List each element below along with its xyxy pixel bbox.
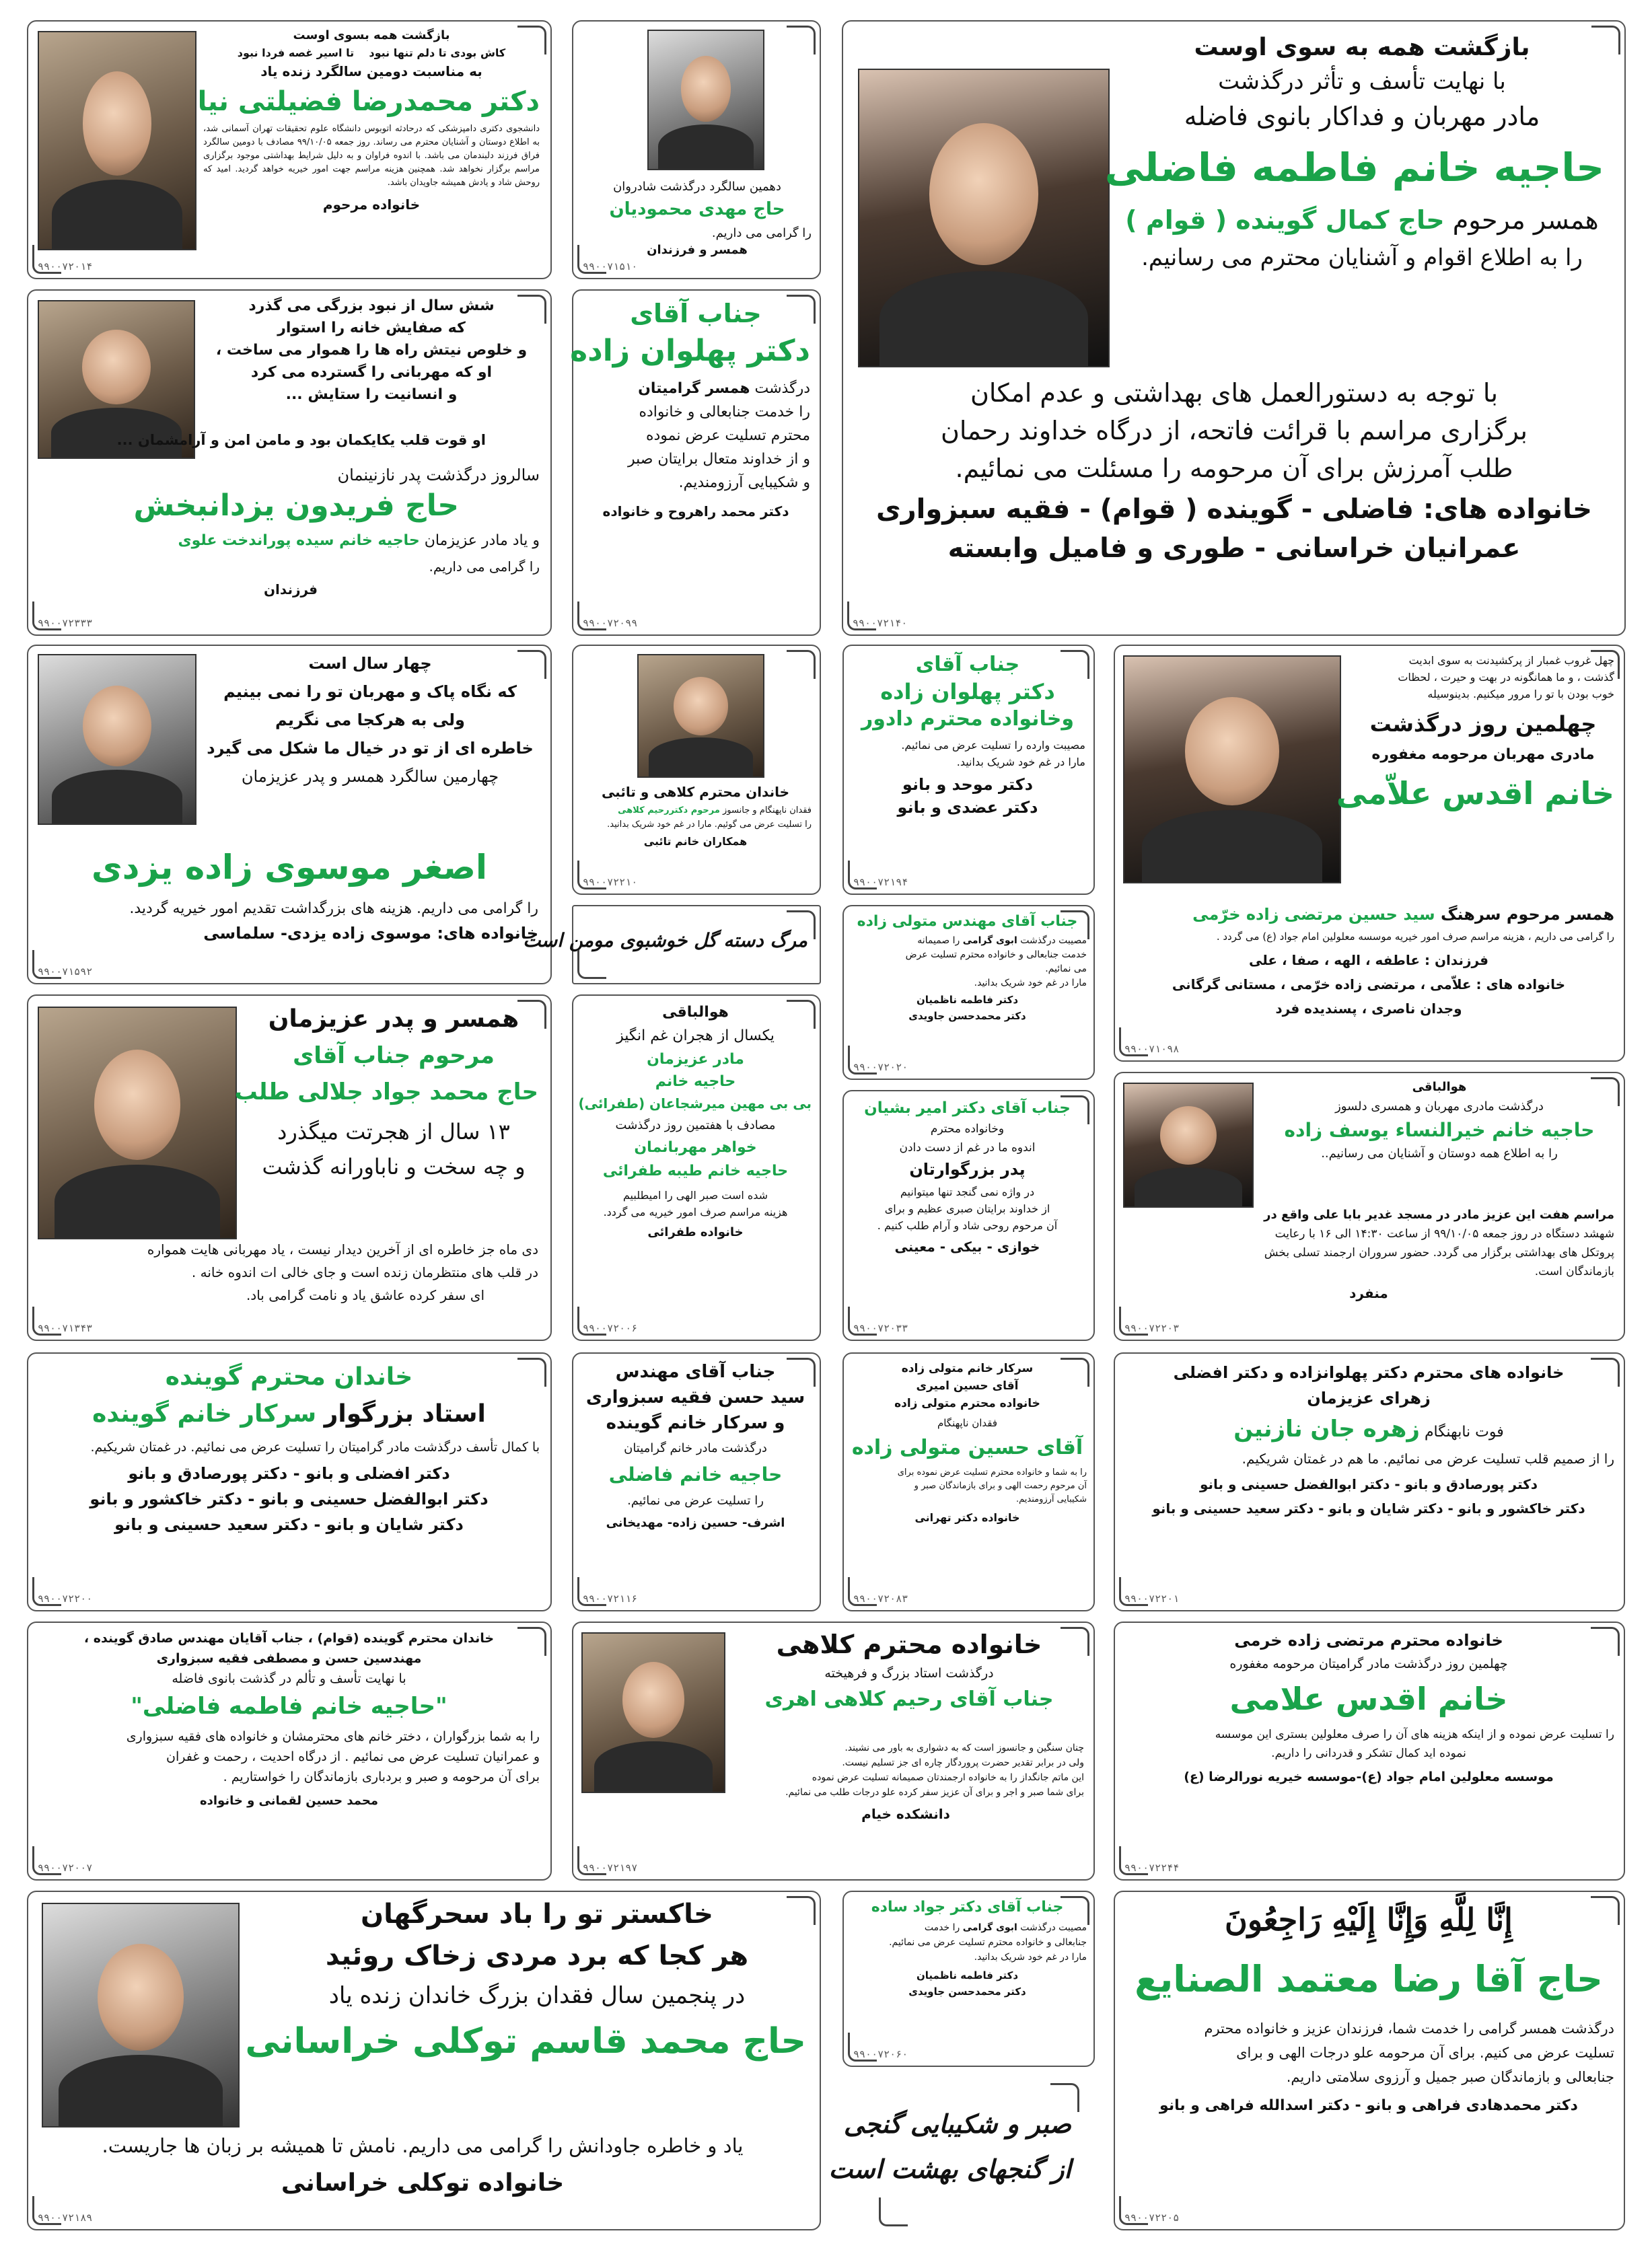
heading: جناب آقای: [630, 299, 762, 328]
recipient-name: وخانواده محترم دادور: [861, 707, 1074, 731]
ad-code: ۹۹۰۰۷۲۲۰۱: [1124, 1593, 1180, 1605]
ad-code: ۹۹۰۰۷۲۱۱۶: [583, 1593, 638, 1605]
verse: کاش بودی تا دلم تنها نبود: [369, 46, 506, 59]
text-line: از خداوند برایتان صبری عظیم و برای: [884, 1202, 1050, 1215]
text-line: یاد و خاطره جاودانش را گرامی می داریم. نامش تا همیشه بر زبان ها جاریست.: [102, 2134, 744, 2157]
text-line: ای سفر کرده عاشق یاد و نامت گرامی باد.: [246, 1287, 484, 1303]
text-line: را تسلیت عرض می گوئیم. مارا در غم خود شریک بدانید.: [607, 820, 812, 830]
text-line: و شکیبایی آرزومندیم.: [678, 474, 810, 491]
text-line: را گرامی می داریم. هزینه های بزرگداشت تقدیم امور خیریه گردید.: [129, 900, 538, 917]
signature: همکاران خانم تائبی: [643, 835, 748, 848]
deceased-name: زهره جان نازنین: [1233, 1416, 1420, 1443]
recipient-name: آقای حسین امیری: [916, 1379, 1019, 1393]
deceased-name: خانم اقدس علامی: [1229, 1681, 1508, 1717]
deceased-name: دکتر محمدرضا فضیلتی نیا: [197, 86, 540, 117]
ad-code: ۹۹۰۰۷۱۰۹۸: [1124, 1043, 1180, 1055]
ad-code: ۹۹۰۰۷۲۲۰۰: [38, 1593, 93, 1605]
portrait-photo: [647, 30, 764, 170]
verse: چهار سال است: [308, 654, 432, 673]
text-line: ابوی گرامی: [962, 935, 1017, 946]
deceased-name: حاج فریدون یزدانبخش: [133, 488, 459, 523]
text-line: درگذشت همسر گرامی را خدمت شما، فرزندان عزیز و خانواده محترم: [1204, 2021, 1614, 2037]
body-text: دانشجوی دکتری دامپزشکی که درحادثه اتوبوس دانشگاه علوم تحقیقات تهران آسمانی شد، به اطلاع دوستان و آشنایان محترم می رساند. روز جمعه ۹۹/۱۰/۰۵ مصادف با دومین سالگرد فراق فرزند دلبندمان می باشد. با اندوه فراوان و به دلیل شرایط بهداشتی موجود برگزاری مراسم برگزار نخواهد شد. همچنین هزینه مراسم جهت امور خیریه خواهد گردید. امید که روحش شاد و یادش همیشه جاویدان باشد.: [203, 124, 540, 188]
ad-code: ۹۹۰۰۷۲۰۰۷: [38, 1862, 93, 1874]
ad-loghmani: [27, 1622, 552, 1881]
verse: و انسانیت را ستایش ...: [285, 386, 458, 403]
portrait-photo: [42, 1903, 240, 2127]
ad-code: ۹۹۰۰۷۱۳۴۳: [38, 1322, 93, 1334]
text-line: آن مرحوم رحمت الهی و برای بازماندگان صبر و: [914, 1481, 1087, 1491]
deceased-name: خانم اقدس علاّمی: [1336, 775, 1614, 811]
ad-motevali-zadeh: [842, 905, 1095, 1080]
heading: بازگشت همه بسوی اوست: [293, 28, 450, 42]
heading: خاندان محترم کلاهی و تائبی: [601, 784, 790, 800]
text-line: با نهایت تأسف و تأثر درگذشت: [1218, 68, 1506, 95]
ad-code: ۹۹۰۰۷۲۰۱۴: [38, 260, 93, 272]
text-line: با توجه به دستورالعمل های بهداشتی و عدم امکان: [970, 378, 1499, 408]
text-line: را گرامی می داریم ، هزینه مراسم صرف امور خیریه موسسه معلولین امام جواد (ع) می گردد .: [1216, 931, 1614, 943]
deceased-name: اصغر موسوی زاده یزدی: [91, 848, 488, 887]
text-line: مرحوم جناب آقای: [293, 1042, 495, 1069]
signature: دکتر محمد راهروح و خانواده: [602, 503, 789, 519]
text-line: به مناسبت دومین سالگرد زنده یاد: [260, 63, 482, 79]
recipient-name: سرکار خانم گوینده: [92, 1400, 317, 1428]
portrait-photo: [38, 654, 196, 825]
text-line: تسلیت عرض می کنیم. برای آن مرحومه علو درجات الهی و برای: [1236, 2045, 1614, 2061]
text-line: وخانواده محترم: [930, 1122, 1005, 1136]
deceased-name: حاجیه خانم طیبه طفرائی: [602, 1163, 789, 1179]
heading: خانواده های محترم دکتر پهلوانزاده و دکتر افضلی: [1173, 1363, 1565, 1382]
deceased-name: آقای حسین متولی زاده: [851, 1436, 1083, 1459]
text-line: مارا در غم خود شریک بدانید.: [974, 978, 1087, 988]
deceased-name: حاجیه خانم فاضلی: [608, 1463, 783, 1486]
text-line: پدر بزرگوارتان: [909, 1160, 1026, 1179]
text-line: را خدمت: [924, 1922, 960, 1933]
heading: هوالباقی: [662, 1004, 729, 1021]
text-line: شهشد دستگاه در روز جمعه ۹۹/۱۰/۰۵ از ساعت ۱۴:۳۰ الی ۱۶ با رعایت: [1274, 1227, 1614, 1241]
heading: جناب آقای دکتر امیر بشیان: [864, 1099, 1071, 1117]
ad-javad-sadeh: [842, 1891, 1095, 2067]
signature: محمد حسین لقمانی و خانواده: [200, 1794, 378, 1808]
ad-code: ۹۹۰۰۷۲۰۳۳: [853, 1322, 908, 1334]
ad-hossein-motevali: [842, 1352, 1095, 1611]
mother-name: حاجیه خانم سیده پوراندخت علوی: [178, 532, 420, 549]
signature: همسر و فرزندان: [647, 243, 748, 257]
spouse-name: حاج کمال گوینده ( قوام ): [1125, 205, 1445, 235]
text-line: می نمائیم.: [1045, 963, 1087, 974]
signature: دکتر محمدحسن جاویدی: [908, 1986, 1026, 1998]
portrait-photo: [581, 1632, 725, 1793]
verse: تا اسیر غصه فردا نبود: [237, 46, 355, 59]
ad-code: ۹۹۰۰۷۲۲۴۴: [1124, 1862, 1180, 1874]
ad-bashian: [842, 1090, 1095, 1341]
heading: جناب آقای دکتر جواد ساده: [871, 1899, 1064, 1916]
heading: سرکار خانم متولی زاده: [901, 1362, 1034, 1375]
family-signature: خانواده های: فاضلی - گوینده ( قوام) - فقیه سبزواری: [875, 494, 1593, 525]
signature: اشرف- حسین زاده- مهدیخانی: [606, 1516, 785, 1530]
text-line: سالروز درگذشت پدر نازنینمان: [337, 466, 540, 484]
signature: فرزندان: [263, 581, 318, 597]
ad-faghih-sabzevari: [572, 1352, 821, 1611]
signature: خانواده دکتر تهرانی: [914, 1511, 1020, 1524]
portrait-photo: [38, 31, 196, 250]
verse: که صفایش خانه را استوار: [277, 320, 466, 336]
deceased-name: حاج آقا رضا معتمد الصنایع: [1135, 1958, 1603, 2000]
text-line: خواهر مهربانمان: [634, 1139, 757, 1156]
text-line: با کمال تأسف درگذشت مادر گرامیتان را تسلیت عرض می نمائیم. در غمتان شریکیم.: [90, 1440, 540, 1455]
text-line: طلب آمرزش برای آن مرحومه را مسئلت می نمائیم.: [955, 453, 1513, 483]
signature: دکتر فاطمه ناظمیان: [916, 1969, 1019, 1981]
text-line: و از خداوند متعال برایتان صبر: [627, 451, 810, 468]
heading: هوالباقی: [1412, 1080, 1467, 1094]
family-signature: وجدان ناصری ، پسندیده فرد: [1275, 1000, 1462, 1017]
ad-code: ۹۹۰۰۷۲۰۶۰: [853, 2048, 908, 2060]
ad-code: ۹۹۰۰۷۲۰۸۳: [853, 1593, 908, 1605]
text-line: را به شما و خانواده محترم تسلیت عرض نموده برای: [897, 1467, 1087, 1478]
text-line: همسر گرامیتان: [638, 380, 750, 397]
ad-code: ۹۹۰۰۷۱۵۱۰: [583, 260, 638, 272]
heading: خاندان محترم گوینده: [165, 1363, 413, 1391]
family-signature: خانواده توکلی خراسانی: [281, 2169, 565, 2197]
text-line: محترم تسلیت عرض نموده: [645, 427, 810, 444]
ad-code: ۹۹۰۰۷۲۲۱۰: [583, 876, 638, 888]
ad-fazilati-nia: [27, 20, 552, 279]
quran-verse: إِنَّا لِلَّهِ وَإِنَّا إِلَيْهِ رَاجِعُونَ: [1225, 1901, 1513, 1938]
recipient-name: و سرکار خانم گوینده: [606, 1413, 785, 1433]
text-line: را خدمت جنابعالی و خانواده: [639, 404, 810, 421]
ad-yousef-zadeh: [1114, 1072, 1625, 1341]
text-line: درگذشت مادر خانم گرامیتان: [624, 1441, 767, 1455]
text-line: را گرامی می داریم.: [429, 558, 540, 575]
ad-code: ۹۹۰۰۷۲۱۹۷: [583, 1862, 638, 1874]
text-line: چهارمین سالگرد همسر و پدر عزیزمان: [241, 767, 499, 786]
spouse-name: سید حسین مرتضی زاده خرّمی: [1192, 905, 1435, 924]
text-line: مراسم هفت این عزیز مادر در مسجد غدیر بابا علی واقع در: [1264, 1208, 1614, 1222]
heading: خاندان محترم گوینده (قوام) ، جناب آقایان مهندس صادق گوینده ،: [83, 1631, 495, 1646]
text-line: مصادف با هفتمین روز درگذشت: [615, 1118, 776, 1132]
ad-calligraphy-patience: [828, 2079, 1083, 2230]
heading: جناب آقای مهندس: [615, 1362, 776, 1382]
portrait-photo: [38, 1007, 237, 1239]
heading: همسر و پدر عزیزمان: [268, 1005, 519, 1033]
text-line: درگذشت استاد بزرگ و فرهیخته: [824, 1666, 994, 1681]
family-signature: خانواده های : علاّمی ، مرتضی زاده خرّمی ، مستانی گرگانی: [1172, 976, 1566, 992]
verse: او قوت قلب یکایکمان بود و مامن امن و آرامشمان ...: [116, 432, 486, 448]
deceased-name: حاج محمد قاسم توکلی خراسانی: [245, 2021, 806, 2062]
text-line: برای شما صبر و اجر و برای آن عزیز سفر کرده علو درجات طلب می نمائیم.: [785, 1787, 1084, 1798]
verse: و خلوص نیتش راه ها را هموار می ساخت ،: [215, 342, 528, 359]
ad-kolahi-taebi: [572, 645, 821, 895]
recipient-name: سید حسن فقیه سبزواری: [585, 1387, 805, 1408]
text-line: خوب بودن با تو را مرور میکنیم. بدینوسیله: [1427, 688, 1614, 700]
quote: از گنجهای بهشت است: [828, 2154, 1071, 2184]
deceased-name: حاج مهدی محمودیان: [609, 199, 785, 219]
text-line: را صمیمانه: [917, 935, 960, 946]
heading: چهلمین روز درگذشت: [1369, 711, 1597, 737]
text-line: همسر مرحوم سرهنگ: [1440, 905, 1614, 924]
text-line: استاد بزرگوار: [324, 1400, 486, 1428]
text-line: چهل غروب غمبار از پرکشیدنت به سوی ابدیت: [1408, 654, 1614, 667]
text-line: مصیبت درگذشت: [1020, 1922, 1087, 1933]
text-line: را گرامی می داریم.: [711, 226, 812, 240]
ad-fazeli-main: [842, 20, 1626, 636]
text-line: برای آن مرحومه و صبر و بردباری بازماندگان را خواستاریم .: [223, 1770, 540, 1784]
text-line: را تسلیت عرض نموده و از اینکه هزینه های آن را صرف معلولین بستری این موسسه: [1215, 1728, 1614, 1741]
signature: دکتر پورصادق و بانو - دکتر ابوالفضل حسینی و بانو: [1199, 1476, 1538, 1492]
ad-kolahi-ahari: [572, 1622, 1095, 1881]
heading: جناب آقای مهندس متولی زاده: [857, 913, 1078, 930]
deceased-name: مرحوم دکتررحیم کلاهی: [618, 805, 720, 815]
text-line: برگزاری مراسم با قرائت فاتحه، از درگاه خداوند رحمان: [940, 416, 1528, 445]
portrait-photo: [1123, 1083, 1254, 1208]
text-line: و چه سخت و ناباورانه گذشت: [262, 1154, 526, 1179]
ad-code: ۹۹۰۰۷۲۱۴۰: [853, 617, 908, 629]
text-line: را تسلیت عرض می نمائیم.: [627, 1494, 764, 1508]
text-line: را از صمیم قلب تسلیت عرض می نمائیم. ما هم در غمتان شریکیم.: [1242, 1451, 1614, 1467]
text-line: مارا در غم خود شریک بدانید.: [974, 1952, 1087, 1963]
text-line: فقدان ناپهنگام: [937, 1417, 998, 1429]
heading: خانواده محترم مرتضی زاده خرمی: [1234, 1631, 1503, 1650]
ad-jalali-talab: [27, 994, 552, 1341]
deceased-name: حاجیه خانم خیرالنساء یوسف زاده: [1284, 1119, 1595, 1141]
verse: شش سال از نبود بزرگی می گذرد: [248, 297, 495, 314]
portrait-photo: [1123, 655, 1341, 883]
family-signature: عمرانیان خراسانی - طوری و فامیل وابسته: [947, 533, 1521, 564]
text-line: جنابعالی و خانواده محترم تسلیت عرض می نمائیم.: [889, 1937, 1087, 1948]
signature: خوازی - بیکی - معینی: [894, 1239, 1040, 1255]
text-line: مصیبت درگذشت: [1020, 935, 1087, 946]
signature: خانواده طفرائی: [647, 1225, 744, 1239]
deceased-name: حاج محمد جواد جلالی طلب: [234, 1079, 538, 1105]
signature: دکتر ابوالفضل حسینی و بانو - دکتر خاکشور و بانو: [89, 1490, 489, 1508]
text-line: مادر عزیزمان: [647, 1051, 744, 1068]
recipient-name: دکتر پهلوان زاده: [570, 334, 810, 368]
text-line: فقدان ناپهنگام و جانسوز: [723, 805, 812, 815]
family-signature: خانواده های: موسوی زاده یزدی- سلماسی: [203, 924, 538, 943]
verse: که نگاه پاک و مهربان تو را نمی بینیم: [223, 682, 517, 701]
verse: خاکستر تو را باد سحرگهان: [360, 1899, 713, 1930]
text-line: درگذشت مادری مهربان و همسری دلسوز: [1335, 1099, 1544, 1114]
ad-code: ۹۹۰۰۷۱۵۹۲: [38, 966, 93, 978]
heading: خانواده محترم کلاهی: [776, 1630, 1042, 1659]
text-line: شده است صبر الهی را امیطلبیم: [622, 1189, 768, 1202]
text-line: آن مرحوم روحی شاد و آرام طلب کنیم .: [877, 1219, 1058, 1232]
deceased-name: "حاجیه خانم فاطمه فاضلی": [131, 1693, 447, 1720]
signature: دکتر فاطمه ناظمیان: [916, 994, 1019, 1006]
ad-zohreh: [1114, 1352, 1625, 1611]
quote: مرگ دسته گل خوشبوی مومن است: [523, 929, 807, 951]
signature: دکتر موحد و بانو: [902, 775, 1034, 794]
text-line: را به اطلاع اقوام و آشنایان محترم می رسانیم.: [1141, 244, 1583, 271]
text-line: درگذشت: [754, 380, 810, 397]
signature: دکتر افضلی و بانو - دکتر پورصادق و بانو: [128, 1464, 450, 1483]
text-line: مصیبت وارده را تسلیت عرض می نمائیم.: [901, 739, 1085, 752]
recipient-name: دکتر پهلوان زاده: [880, 679, 1055, 704]
quote: صبر و شکیبایی گنجی: [843, 2109, 1071, 2139]
text-line: در واژه نمی گنجد تنها میتوانیم: [900, 1186, 1035, 1198]
ad-goyandeh: [27, 1352, 552, 1611]
text-line: در پنجمین سال فقدان بزرگ خاندان زنده یاد: [328, 1982, 746, 2009]
ad-motamed-sanaye: [1114, 1891, 1625, 2230]
ad-tavakoli: [27, 1891, 821, 2230]
ad-code: ۹۹۰۰۷۲۲۰۵: [1124, 2212, 1180, 2224]
verse: خاطره ای از تو در خیال ما شکل می گیرد: [207, 739, 534, 758]
text-line: خدمت جنابعالی و خانواده محترم تسلیت عرض: [905, 949, 1087, 960]
text-line: یکسال از هجران غم انگیز: [616, 1027, 775, 1044]
deceased-name: جناب آقای رحیم کلاهی اهری: [764, 1687, 1054, 1711]
ad-code: ۹۹۰۰۷۲۳۳۳: [38, 617, 93, 629]
text-line: و یاد مادر عزیزمان: [424, 532, 540, 549]
text-line: پروتکل های بهداشتی برگزار می گردد. حضور سروران ارجمند تسلی بخش: [1264, 1246, 1614, 1260]
text-line: را به شما بزرگواران ، دختر خانم های محترمشان و خانواده های فقیه سبزواری: [126, 1729, 540, 1744]
text-line: اندوه ما در غم از دست دادن: [899, 1141, 1036, 1155]
text-line: دی ماه جز خاطره ای از آخرین دیدار نیست ، یاد مهربانی هایت همواره: [147, 1241, 538, 1258]
text-line: این ماتم جانگداز را به خانواده ارجمندتان صمیمانه تسلیت عرض نموده: [812, 1772, 1084, 1783]
ad-pahlavan-zadeh-1: [572, 289, 821, 636]
verse: او که مهربانی را گسترده می کرد: [250, 364, 493, 381]
ad-pahlavan-dadvar: [842, 645, 1095, 895]
text-line: گذشت ، و ما همانگونه در بهت و حیرت ، لحظات: [1398, 671, 1614, 684]
children-names: فرزندان : عاطفه ، الهه ، صفا ، علی: [1248, 952, 1489, 968]
text-line: حاجیه خانم: [655, 1073, 736, 1090]
text-line: نموده اید کمال تشکر و قدردانی را داریم.: [1271, 1747, 1466, 1760]
ad-mousavi-yazdi: [27, 645, 552, 984]
text-line: ولی در برابر تقدیر حضرت پروردگار چاره ای جز تسلیم نیست.: [842, 1757, 1084, 1768]
deceased-name: حاجیه خانم فاطمه فاضلی: [1104, 145, 1604, 190]
text-line: با نهایت تأسف و تألم در گذشت بانوی فاضله: [172, 1671, 406, 1686]
ad-toghraei: [572, 994, 821, 1341]
text-line: جنابعالی و بازماندگان صبر جمیل و آرزوی سلامتی داریم.: [1286, 2069, 1614, 2085]
signature: دکتر محمدهادی فراهی و بانو - دکتر اسدالله فراهی و بانو: [1159, 2097, 1578, 2114]
text-line: شکیبایی آرزومندیم.: [1015, 1494, 1087, 1504]
deceased-name: بی بی مهین میرشجاعان (طفرائی): [578, 1095, 812, 1112]
text-line: فوت نابهنگام: [1424, 1424, 1504, 1441]
ad-allami: [1114, 645, 1625, 1062]
text-line: بازماندگان است.: [1534, 1265, 1614, 1278]
ad-mahmoudian: [572, 20, 821, 279]
recipient-name: خانواده محترم متولی زاده: [894, 1397, 1040, 1410]
heading: بازگشت همه به سوی اوست: [1194, 34, 1530, 61]
signature: دکتر خاکشور و بانو - دکتر شایان و بانو - دکتر سعید حسینی و بانو: [1152, 1500, 1585, 1517]
verse: هر کجا که برد مردی زخاک روئید: [325, 1940, 749, 1971]
signature: دکتر محمدحسن جاویدی: [908, 1010, 1026, 1022]
text-line: مارا در غم خود شریک بدانید.: [956, 756, 1085, 768]
ad-code: ۹۹۰۰۷۲۰۰۶: [583, 1322, 638, 1334]
ad-code: ۹۹۰۰۷۲۰۹۹: [583, 617, 638, 629]
verse: ولی به هرکجا می نگریم: [275, 711, 465, 729]
signature: دکتر عضدی و بانو: [897, 798, 1038, 817]
text-line: مادری مهربان مرحومه مغفوره: [1371, 746, 1595, 763]
text-line: مادر مهربان و فداکار بانوی فاضله: [1184, 102, 1540, 131]
text-line: ۱۳ سال از هجرتت میگذرد: [277, 1119, 510, 1144]
ad-code: ۹۹۰۰۷۲۱۹۴: [853, 876, 908, 888]
signature: دکتر شایان و بانو - دکتر سعید حسینی و بانو: [114, 1515, 464, 1534]
ad-code: ۹۹۰۰۷۲۲۰۳: [1124, 1322, 1180, 1334]
portrait-photo: [858, 69, 1110, 367]
ad-khorrami: [1114, 1622, 1625, 1881]
text-line: چنان سنگین و جانسوز است که به دشواری به باور می نشیند.: [845, 1743, 1084, 1753]
ad-code: ۹۹۰۰۷۲۰۲۰: [853, 1061, 908, 1073]
text-line: و عمرانیان تسلیت عرض می نمائیم . از درگاه احدیت ، رحمت و غفران: [166, 1749, 540, 1764]
text-line: را به اطلاع همه دوستان و آشنایان می رسانیم..: [1321, 1147, 1558, 1161]
recipient-name: مهندسین حسن و مصطفی فقیه سبزواری: [156, 1651, 422, 1666]
text-line: در قلب های منتظرمان زنده است و جای خالی ات اندوه خانه .: [191, 1264, 538, 1280]
portrait-photo: [637, 654, 764, 778]
text-line: دهمین سالگرد درگذشت شادروان: [613, 180, 781, 194]
ad-code: ۹۹۰۰۷۲۱۸۹: [38, 2212, 93, 2224]
signature: موسسه معلولین امام جواد (ع)-موسسه خیریه نورالرضا (ع): [1184, 1770, 1554, 1784]
signature: دانشکده خیام: [861, 1806, 950, 1822]
ad-calligraphy-quote: [523, 905, 821, 984]
text-line: هزینه مراسم صرف امور خیریه می گردد.: [603, 1206, 788, 1218]
signature: خانواده مرحوم: [322, 196, 421, 213]
heading: جناب آقای: [915, 653, 1020, 676]
text-line: ابوی گرامی: [962, 1922, 1017, 1933]
signature: منفرد: [1349, 1285, 1388, 1301]
ad-yazdanbakhsh: [27, 289, 552, 636]
text-line: همسر مرحوم: [1452, 205, 1599, 235]
text-line: چهلمین روز درگذشت مادر گرامیتان مرحومه مغفوره: [1229, 1657, 1508, 1671]
text-line: زهرای عزیزمان: [1307, 1389, 1431, 1408]
